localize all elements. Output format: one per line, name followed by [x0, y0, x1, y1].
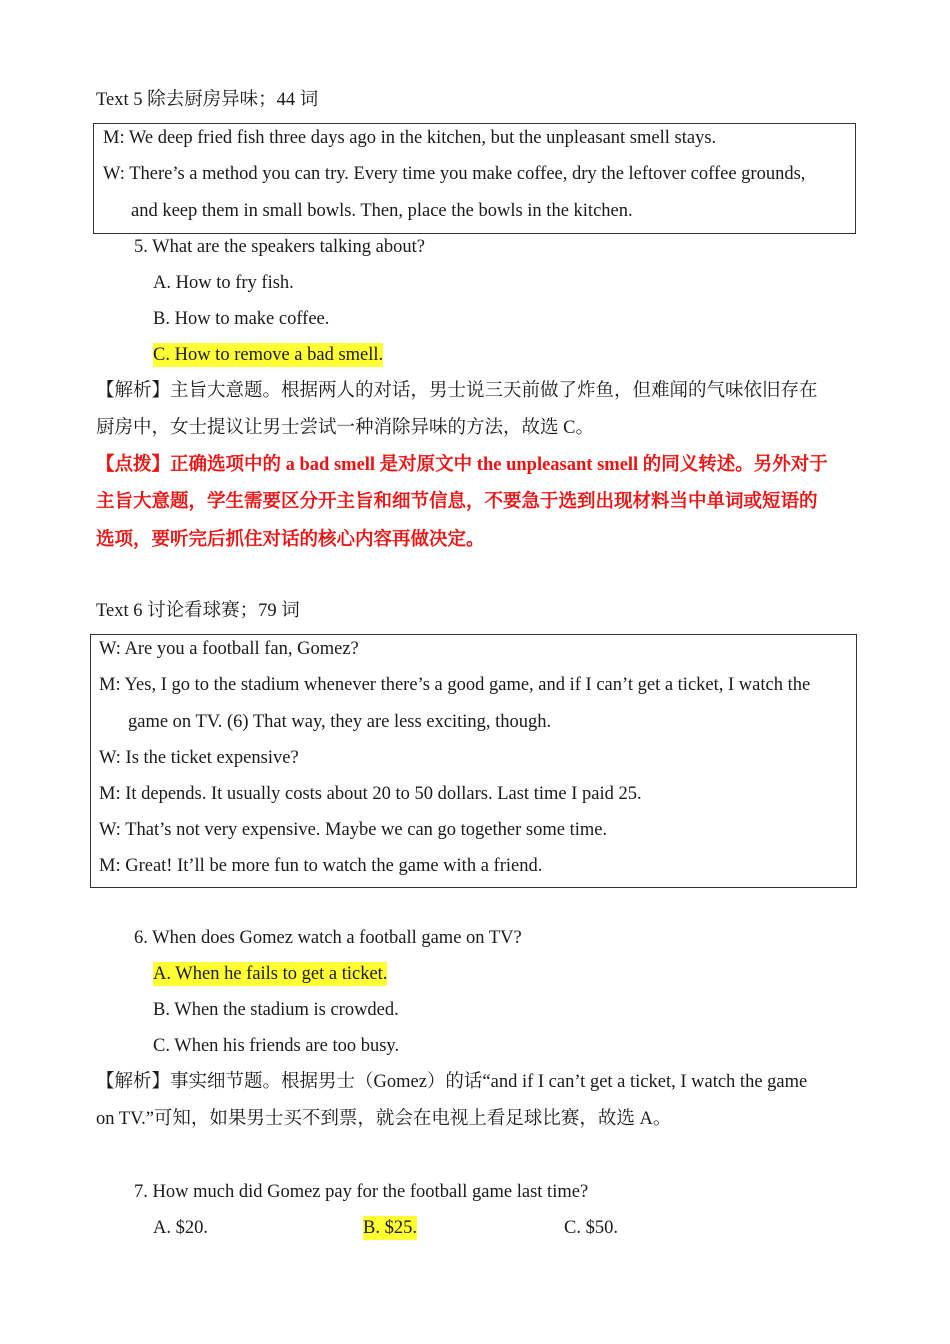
text5-heading: Text 5 除去厨房异味；44 词 — [96, 90, 319, 110]
option-6b: B. When the stadium is crowded. — [153, 1000, 399, 1020]
text5-dialogue-box — [93, 123, 856, 234]
analysis-6-line: on TV.”可知，如果男士买不到票，就会在电视上看足球比赛，故选 A。 — [96, 1109, 672, 1129]
dialogue-line: M: Great! It’ll be more fun to watch the game with a friend. — [99, 856, 543, 876]
option-5c-answer: C. How to remove a bad smell. — [153, 345, 384, 365]
dialogue-line: W: There’s a method you can try. Every time you make coffee, dry the leftover coffee grounds, — [103, 164, 806, 184]
option-6a-answer: A. When he fails to get a ticket. — [153, 964, 388, 984]
dialogue-line: W: Is the ticket expensive? — [99, 748, 299, 768]
dialogue-line: W: That’s not very expensive. Maybe we can go together some time. — [99, 820, 608, 840]
dialogue-line: M: It depends. It usually costs about 20 to 50 dollars. Last time I paid 25. — [99, 784, 642, 804]
tip-5-line: 选项，要听完后抓住对话的核心内容再做决定。 — [96, 530, 485, 550]
text6-heading: Text 6 讨论看球赛；79 词 — [96, 601, 300, 621]
text6-dialogue-box — [90, 634, 857, 888]
question-6: 6. When does Gomez watch a football game on TV? — [134, 928, 522, 948]
option-6c: C. When his friends are too busy. — [153, 1036, 400, 1056]
question-5: 5. What are the speakers talking about? — [134, 237, 425, 257]
dialogue-line: M: We deep fried fish three days ago in the kitchen, but the unpleasant smell stays. — [103, 128, 717, 148]
option-5a: A. How to fry fish. — [153, 273, 294, 293]
dialogue-line: W: Are you a football fan, Gomez? — [99, 639, 359, 659]
dialogue-line: game on TV. (6) That way, they are less exciting, though. — [128, 712, 552, 732]
question-7: 7. How much did Gomez pay for the football game last time? — [134, 1182, 589, 1202]
analysis-5-line: 【解析】主旨大意题。根据两人的对话，男士说三天前做了炸鱼，但难闻的气味依旧存在 — [96, 381, 818, 401]
analysis-6-line: 【解析】事实细节题。根据男士（Gomez）的话“and if I can’t get a ticket, I watch the game — [96, 1072, 808, 1092]
tip-5-line: 【点拨】正确选项中的 a bad smell 是对原文中 the unpleasant smell 的同义转述。另外对于 — [96, 455, 828, 475]
tip-5-line: 主旨大意题，学生需要区分开主旨和细节信息，不要急于选到出现材料当中单词或短语的 — [96, 492, 818, 512]
dialogue-line: and keep them in small bowls. Then, place the bowls in the kitchen. — [131, 201, 633, 221]
option-7c: C. $50. — [564, 1218, 618, 1238]
option-7a: A. $20. — [153, 1218, 208, 1238]
analysis-5-line: 厨房中，女士提议让男士尝试一种消除异味的方法，故选 C。 — [96, 418, 594, 438]
option-5b: B. How to make coffee. — [153, 309, 330, 329]
option-7b-answer: B. $25. — [363, 1218, 417, 1238]
dialogue-line: M: Yes, I go to the stadium whenever there’s a good game, and if I can’t get a ticket, I watch the — [99, 675, 811, 695]
